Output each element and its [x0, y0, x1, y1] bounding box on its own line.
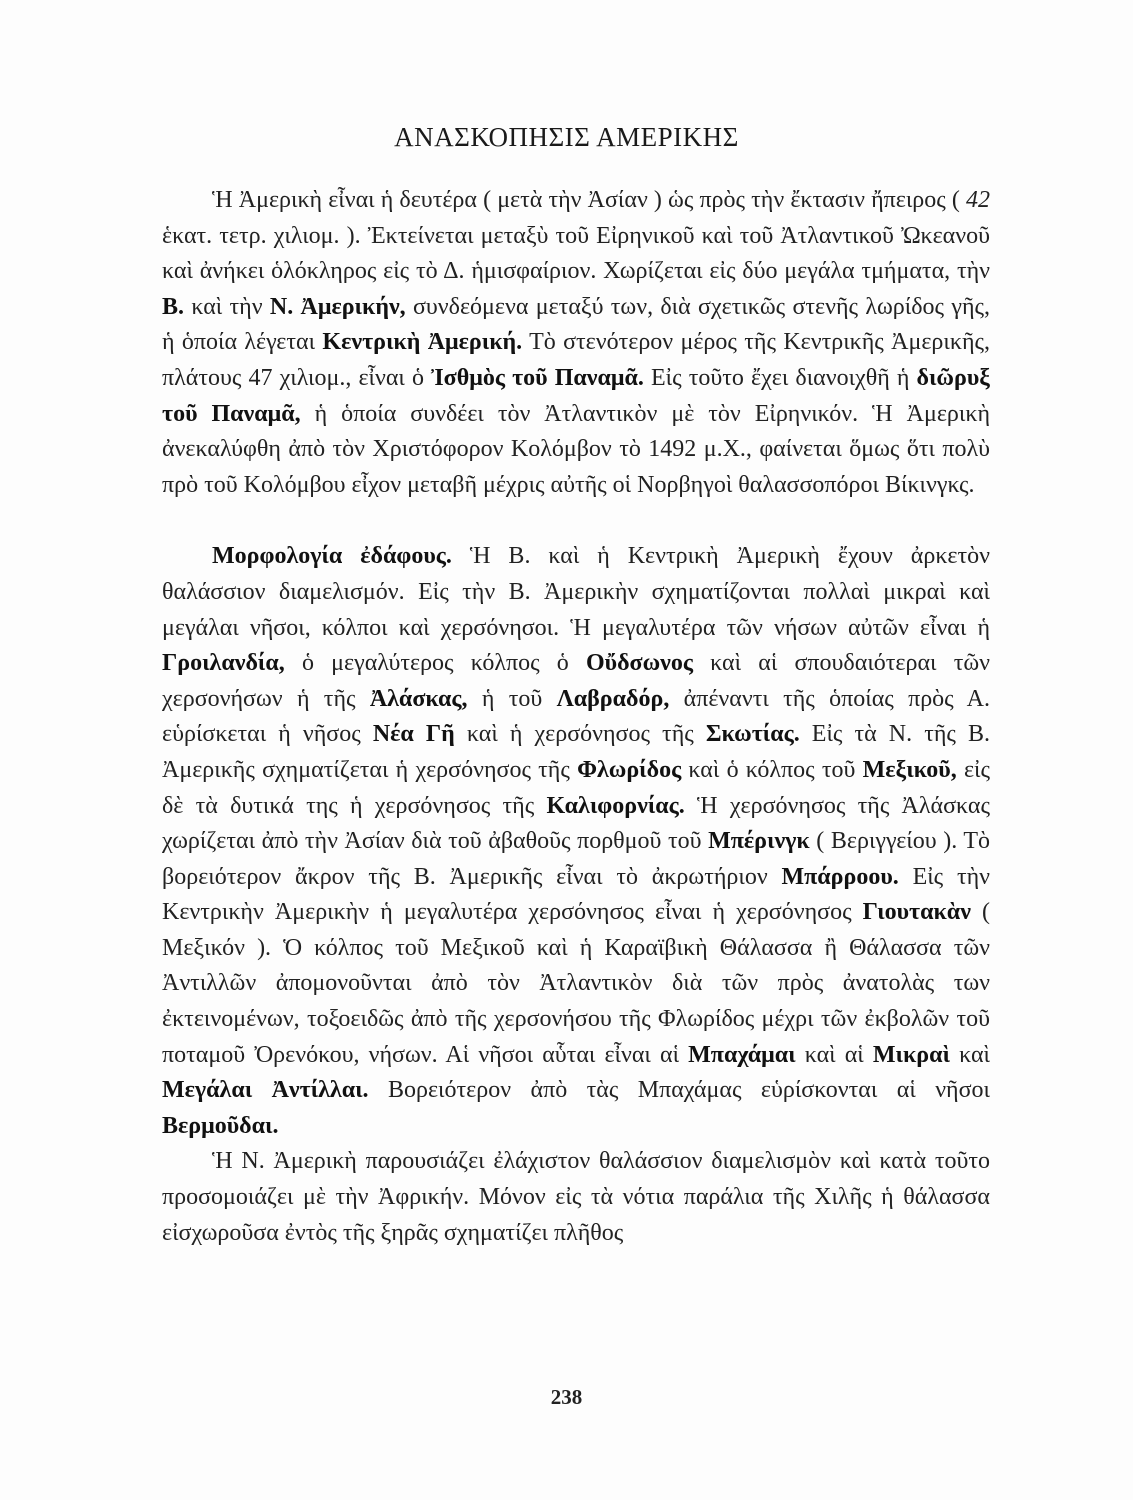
bold-term: Λαβραδόρ, — [556, 685, 670, 712]
bold-term: Ἰσθμὸς τοῦ Παναμᾶ. — [431, 364, 644, 391]
bold-term: Ἀλάσκας, — [369, 685, 468, 712]
bold-term: Μεξικοῦ, — [862, 756, 957, 783]
text-run: καὶ τὴν — [184, 293, 270, 320]
bold-term: Φλωρίδος — [577, 756, 682, 783]
text-run: καὶ αἱ σπουδαιότεραι τῶν χερσονήσων ἡ τῆς — [162, 650, 990, 712]
text-run: καὶ αἱ — [795, 1041, 873, 1068]
paragraph-morphology — [162, 539, 990, 1144]
text-run: ὁ μεγαλύτερος κόλπος ὁ — [284, 650, 586, 677]
text-run: ( Μεξικόν ). Ὁ κόλπος τοῦ Μεξικοῦ καὶ ἡ Καραϊβικὴ Θάλασσα ἢ Θάλασσα τῶν Ἀντιλλῶν ἀπομονοῦνται ἀπὸ τὸν Ἀτλαντικὸν διὰ τῶν πρὸς ἀνατολὰς των ἐκτεινομένων, τοξοειδῶς ἀπὸ τῆς χερσονήσου τῆς Φλωρίδος μέχρι τῶν ἐκβολῶν τοῦ ποταμοῦ Ὀρενόκου, νήσων. Αἱ νῆσοι αὗται εἶναι αἱ — [162, 899, 990, 1068]
bold-term: Μπαχάμαι — [688, 1041, 796, 1068]
paragraph-south-america — [162, 1144, 990, 1251]
bold-term: Κεντρικὴ Ἀμερική. — [322, 329, 523, 356]
text-run: Εἰς τὰ Ν. τῆς Β. Ἀμερικῆς σχηματίζεται ἡ χερσόνησος τῆς — [162, 721, 990, 783]
body-text — [162, 183, 990, 1251]
bold-term: Γροιλανδία, — [162, 650, 285, 677]
bold-term: Σκωτίας. — [705, 721, 800, 748]
text-run: Εἰς τοῦτο ἔχει διανοιχθῆ ἡ — [643, 364, 917, 391]
text-run: Τὸ στενότερον μέρος τῆς Κεντρικῆς Ἀμερικῆς, πλάτους 47 χιλιομ., εἶναι ὁ — [162, 329, 991, 391]
text-run: Εἰς τὴν Κεντρικὴν Ἀμερικὴν ἡ μεγαλυτέρα χερσόνησος εἶναι ἡ χερσόνησος — [162, 863, 990, 926]
text-run: ἀπέναντι τῆς ὁποίας πρὸς Α. εὑρίσκεται ἡ νῆσος — [162, 685, 990, 748]
bold-term: Βερμοῦδαι. — [162, 1112, 279, 1139]
text-run: ἑκατ. τετρ. χιλιομ. ). Ἐκτείνεται μεταξὺ τοῦ Εἰρηνικοῦ καὶ τοῦ Ἀτλαντικοῦ Ὠκεανοῦ καὶ ἀνήκει ὁλόκληρος εἰς τὸ Δ. ἡμισφαίριον. Χωρίζεται εἰς δύο μεγάλα τμήματα, τὴν — [162, 222, 990, 285]
bold-term: Νέα Γῆ — [372, 721, 455, 748]
bold-term: Γιουτακὰν — [862, 899, 971, 926]
text-run: Ἡ Ἀμερικὴ εἶναι ἡ δευτέρα ( μετὰ τὴν Ἀσίαν ) ὡς πρὸς τὴν ἔκτασιν ἤπειρος ( — [212, 187, 966, 213]
text-run: ἡ ὁποία συνδέει τὸν Ἀτλαντικὸν μὲ τὸν Εἰρηνικόν. Ἡ Ἀμερικὴ ἀνεκαλύφθη ἀπὸ τὸν Χριστόφορον Κολόμβον τὸ 1492 μ.Χ., φαίνεται ὅμως ὅτι πολὺ πρὸ τοῦ Κολόμβου εἶχον μεταβῆ μέχρις αὐτῆς οἱ Νορβηγοὶ θαλασσοπόροι Βίκινγκς. — [162, 400, 990, 498]
text-run: καὶ ὁ κόλπος τοῦ — [681, 756, 863, 783]
section-heading: Μορφολογία ἐδάφους. — [212, 543, 452, 570]
bold-term: Μπάρροου. — [781, 863, 899, 890]
page-title: ΑΝΑΣΚΟΠΗΣΙΣ ΑΜΕΡΙΚΗΣ — [394, 122, 739, 152]
text-run: Ἡ Ν. Ἀμερικὴ παρουσιάζει ἐλάχιστον θαλάσσιον διαμελισμὸν καὶ κατὰ τοῦτο προσομοιάζει μὲ τὴν Ἀφρικήν. Μόνον εἰς τὰ νότια παράλια τῆς Χιλῆς ἡ θάλασσα εἰσχωροῦσα ἐντὸς τῆς ξηρᾶς σχηματίζει πλῆθος — [162, 1148, 990, 1246]
paragraph-introduction — [162, 183, 990, 503]
text-run: καὶ ἡ χερσόνησος τῆς — [454, 721, 706, 748]
area-value: 42 — [966, 187, 990, 213]
text-run: συνδεόμενα μεταξύ των, διὰ σχετικῶς στενῆς λωρίδος γῆς, ἡ ὁποία λέγεται — [162, 293, 990, 356]
bold-term: Ν. Ἀμερικήν, — [269, 293, 406, 320]
bold-term: Μεγάλαι Ἀντίλλαι. — [162, 1077, 369, 1104]
bold-term: Οὔδσωνος — [585, 650, 693, 677]
text-run: Βορειότερον ἀπὸ τὰς Μπαχάμας εὑρίσκονται αἱ νῆσοι — [368, 1077, 990, 1104]
bold-term: Καλιφορνίας. — [546, 792, 685, 819]
page-number: 238 — [550, 1385, 583, 1409]
bold-term: Μπέρινγκ — [708, 828, 810, 855]
text-run: ( Βεριγγείου ). Τὸ βορειότερον ἄκρον τῆς Β. Ἀμερικῆς εἶναι τὸ ἀκρωτήριον — [162, 828, 990, 890]
bold-term: Β. — [162, 293, 185, 320]
bold-term: διῶρυξ τοῦ Παναμᾶ, — [162, 364, 990, 427]
text-run: εἰς δὲ τὰ δυτικά της ἡ χερσόνησος τῆς — [162, 756, 990, 819]
text-run: ἡ τοῦ — [467, 685, 557, 712]
text-run: καὶ — [949, 1041, 990, 1068]
text-run: Ἡ χερσόνησος τῆς Ἀλάσκας χωρίζεται ἀπὸ τὴν Ἀσίαν διὰ τοῦ ἀβαθοῦς πορθμοῦ τοῦ — [162, 792, 990, 855]
text-run: Ἡ Β. καὶ ἡ Κεντρικὴ Ἀμερικὴ ἔχουν ἀρκετὸν θαλάσσιον διαμελισμόν. Εἰς τὴν Β. Ἀμερικὴν σχηματίζονται πολλαὶ μικραὶ καὶ μεγάλαι νῆσοι, κόλποι καὶ χερσόνησοι. Ἡ μεγαλυτέρα τῶν νήσων αὐτῶν εἶναι ἡ — [162, 543, 991, 641]
bold-term: Μικραὶ — [872, 1041, 950, 1068]
